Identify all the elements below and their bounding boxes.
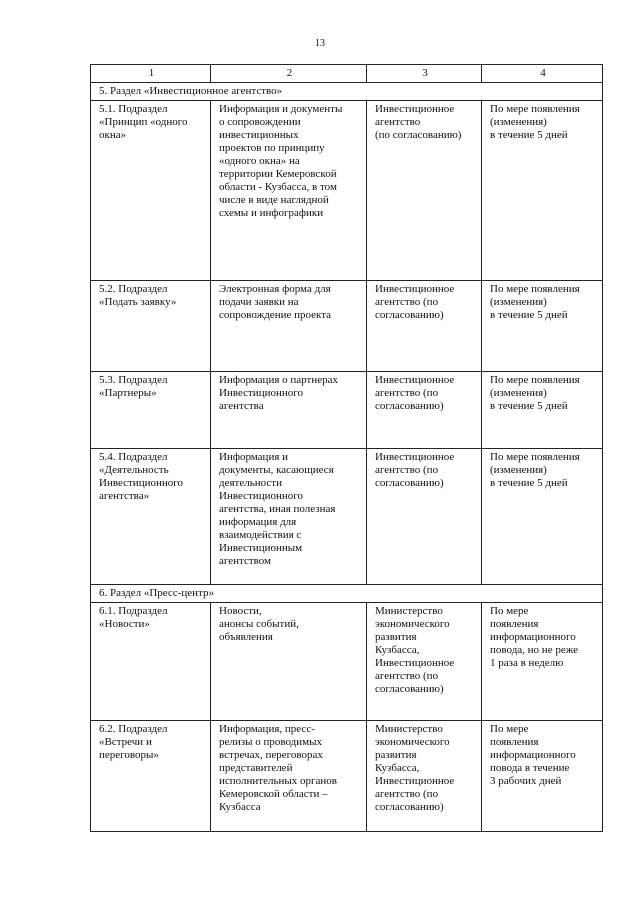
- table-row: [91, 372, 603, 449]
- subsection-content: Электронная форма для подачи заявки на сопровождение проекта: [211, 281, 367, 372]
- subsection-content: Информация и документы о сопровождении инвестиционных проектов по принципу «одного окна» на территории Кемеровской области - Кузбасса, в том числе в виде наглядной схемы и инфографики: [211, 101, 367, 281]
- column-number-1: 1: [91, 65, 211, 83]
- subsection-name: 5.3. Подраздел «Партнеры»: [91, 372, 211, 449]
- document-table: [90, 64, 603, 832]
- responsible-party: Министерство экономического развития Кузбасса, Инвестиционное агентство (по согласованию): [367, 603, 482, 721]
- responsible-party: Министерство экономического развития Кузбасса, Инвестиционное агентство (по согласованию): [367, 721, 482, 832]
- column-number-3: 3: [367, 65, 482, 83]
- column-number-4: 4: [482, 65, 603, 83]
- section-row: [91, 585, 603, 603]
- responsible-party: Инвестиционное агентство (по согласованию): [367, 372, 482, 449]
- section-row: [91, 83, 603, 101]
- subsection-content: Информация о партнерах Инвестиционного агентства: [211, 372, 367, 449]
- table-row: [91, 603, 603, 721]
- responsible-party: Инвестиционное агентство (по согласованию): [367, 449, 482, 585]
- responsible-party: Инвестиционное агентство (по согласованию): [367, 101, 482, 281]
- table-row: [91, 449, 603, 585]
- table-row: [91, 281, 603, 372]
- page-number: 13: [315, 38, 325, 49]
- subsection-name: 5.4. Подраздел «Деятельность Инвестиционного агентства»: [91, 449, 211, 585]
- subsection-content: Информация и документы, касающиеся деятельности Инвестиционного агентства, иная полезная информация для взаимодействия с Инвестиционным агентством: [211, 449, 367, 585]
- responsible-party: Инвестиционное агентство (по согласованию): [367, 281, 482, 372]
- update-period: По мере появления информационного повода, но не реже 1 раза в неделю: [482, 603, 603, 721]
- update-period: По мере появления (изменения) в течение 5 дней: [482, 372, 603, 449]
- column-number-2: 2: [211, 65, 367, 83]
- table-row: [91, 721, 603, 832]
- update-period: По мере появления (изменения) в течение 5 дней: [482, 281, 603, 372]
- table-header-row: [91, 65, 603, 83]
- section-title: 5. Раздел «Инвестиционное агентство»: [91, 83, 603, 101]
- section-title: 6. Раздел «Пресс-центр»: [91, 585, 603, 603]
- subsection-name: 5.1. Подраздел «Принцип «одного окна»: [91, 101, 211, 281]
- update-period: По мере появления (изменения) в течение 5 дней: [482, 101, 603, 281]
- update-period: По мере появления информационного повода в течение 3 рабочих дней: [482, 721, 603, 832]
- subsection-content: Новости, анонсы событий, объявления: [211, 603, 367, 721]
- subsection-name: 6.1. Подраздел «Новости»: [91, 603, 211, 721]
- update-period: По мере появления (изменения) в течение 5 дней: [482, 449, 603, 585]
- subsection-name: 5.2. Подраздел «Подать заявку»: [91, 281, 211, 372]
- subsection-content: Информация, пресс- релизы о проводимых встречах, переговорах представителей исполнительных органов Кемеровской области – Кузбасса: [211, 721, 367, 832]
- subsection-name: 6.2. Подраздел «Встречи и переговоры»: [91, 721, 211, 832]
- table-row: [91, 101, 603, 281]
